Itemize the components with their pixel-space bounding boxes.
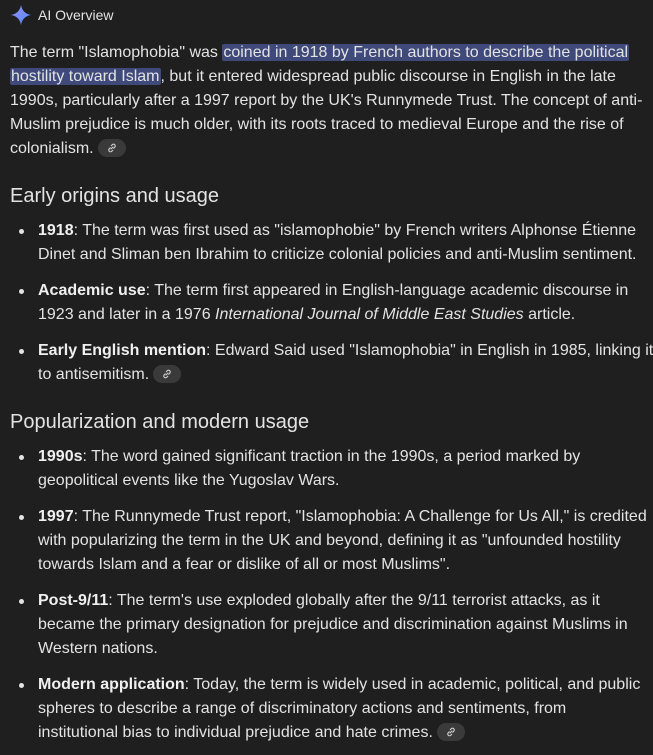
- item-term: 1997: [38, 508, 74, 525]
- bullet-dot: [19, 515, 24, 520]
- journal-title: International Journal of Middle East Studies: [215, 306, 524, 323]
- list-item: [0, 589, 653, 661]
- highlighted-text[interactable]: hostility toward Islam: [11, 68, 160, 85]
- bullet-dot: [19, 455, 24, 460]
- item-text: article.: [523, 306, 576, 323]
- list-item: [0, 279, 653, 327]
- popularization-list: [0, 445, 653, 745]
- item-text: became the primary designation for prejudice and discrimination against Muslims in: [38, 616, 628, 633]
- item-term: Academic use: [38, 282, 146, 299]
- item-text: : The Runnymede Trust report, "Islamophobia: A Challenge for Us All," is credited: [73, 508, 647, 525]
- list-item: [0, 673, 653, 745]
- highlighted-text[interactable]: coined in 1918 by French authors to describe the political: [223, 44, 629, 61]
- intro-text: Muslim prejudice is much older, with its roots traced to medieval Europe and the rise of: [10, 116, 624, 133]
- bullet-dot: [19, 229, 24, 234]
- source-link-button[interactable]: [437, 723, 465, 741]
- item-text: Dinet and Sliman ben Ibrahim to criticize colonial policies and anti-Muslim sentiment.: [38, 246, 637, 263]
- item-text: : The word gained significant traction in the 1990s, a period marked by: [82, 448, 581, 465]
- list-item: [0, 339, 653, 387]
- intro-text: colonialism.: [10, 140, 94, 157]
- list-item: [0, 445, 653, 493]
- item-term: Post-9/11: [38, 592, 109, 609]
- link-icon: [161, 368, 173, 380]
- item-text: : Today, the term is widely used in academic, political, and public: [184, 676, 641, 693]
- intro-text: 1990s, particularly after a 1997 report by the UK's Runnymede Trust. The concept of anti-: [10, 92, 643, 109]
- ai-overview-header: [10, 4, 113, 26]
- item-term: Modern application: [38, 676, 185, 693]
- intro-text: The term "Islamophobia" was: [10, 44, 223, 61]
- link-icon: [445, 726, 457, 738]
- item-text: geopolitical events like the Yugoslav Wars.: [38, 472, 340, 489]
- early-origins-list: [0, 219, 653, 387]
- item-text: to antisemitism.: [38, 366, 150, 383]
- bullet-dot: [19, 349, 24, 354]
- item-term: 1990s: [38, 448, 83, 465]
- item-text: : The term first appeared in English-language academic discourse in: [145, 282, 629, 299]
- gemini-sparkle-icon: [10, 4, 32, 26]
- item-text: 1923 and later in a 1976: [38, 306, 216, 323]
- list-item: [0, 219, 653, 267]
- item-text: spheres to describe a range of discriminatory actions and sentiments, from: [38, 700, 567, 717]
- bullet-dot: [19, 683, 24, 688]
- ai-overview-label: AI Overview: [38, 7, 114, 23]
- section-heading-early-origins: Early origins and usage: [10, 185, 220, 207]
- source-link-button[interactable]: [153, 365, 181, 383]
- intro-paragraph: [10, 41, 646, 161]
- intro-text: , but it entered widespread public discourse in English in the late: [160, 68, 616, 85]
- item-text: with popularizing the term in the UK and beyond, defining it as "unfounded hostility: [38, 532, 621, 549]
- item-text: institutional bias to individual prejudice and hate crimes.: [38, 724, 433, 741]
- item-text: towards Islam and a fear or dislike of all or most Muslims".: [38, 556, 451, 573]
- item-text: Western nations.: [38, 640, 158, 657]
- item-text: : The term's use exploded globally after the 9/11 terrorist attacks, as it: [108, 592, 600, 609]
- item-term: Early English mention: [38, 342, 207, 359]
- item-text: : The term was first used as "islamophobie" by French writers Alphonse Étienne: [73, 222, 637, 239]
- bullet-dot: [19, 599, 24, 604]
- list-item: [0, 505, 653, 577]
- source-link-button[interactable]: [98, 139, 126, 157]
- link-icon: [106, 142, 118, 154]
- bullet-dot: [19, 289, 24, 294]
- item-term: 1918: [38, 222, 74, 239]
- section-heading-popularization: Popularization and modern usage: [10, 411, 310, 433]
- item-text: : Edward Said used "Islamophobia" in English in 1985, linking it: [206, 342, 653, 359]
